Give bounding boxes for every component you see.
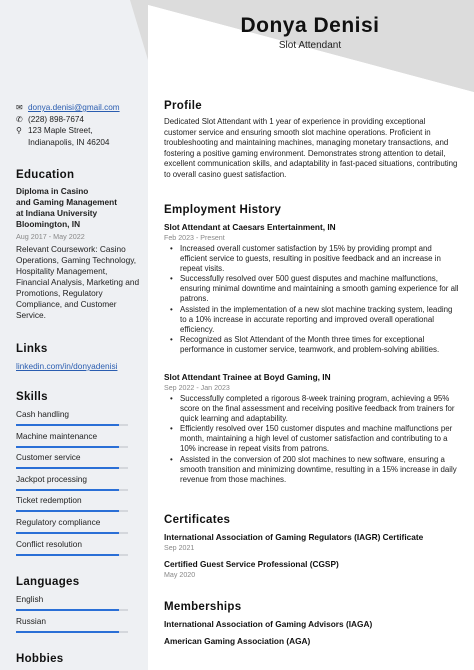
skill-bar [16, 510, 128, 512]
degree-line: and Gaming Management [16, 197, 117, 207]
education-date: Aug 2017 - May 2022 [16, 232, 85, 241]
skill-bar [16, 467, 128, 469]
certificate-name: Certified Guest Service Professional (CGSP) [164, 559, 339, 569]
skill-item [16, 495, 128, 512]
contact-block [16, 102, 144, 148]
job-bullet: • Recognized as Slot Attendant of the Month three times for exceptional performance in customer service, teamwork, and problem-solving abilities. [170, 335, 460, 355]
skill-item [16, 431, 128, 448]
job-date: Sep 2022 - Jan 2023 [164, 384, 230, 392]
contact-phone-row [16, 114, 144, 126]
job-bullet: • Successfully resolved over 500 guest disputes and machine malfunctions, ensuring minimal downtime and maintaining a smooth gaming experience for all patrons. [170, 274, 460, 304]
skills-heading: Skills [16, 391, 48, 403]
linkedin-link[interactable]: linkedin.com/in/donyadenisi [16, 361, 118, 371]
education-entry [16, 186, 142, 321]
language-label: Russian [16, 616, 46, 626]
skill-bar-fill [16, 467, 119, 469]
job-title: Slot Attendant Trainee at Boyd Gaming, IN [164, 372, 331, 382]
languages-heading: Languages [16, 576, 80, 588]
address-text [28, 125, 109, 148]
language-item [16, 616, 128, 633]
language-bar-fill [16, 609, 119, 611]
skill-label: Customer service [16, 452, 81, 462]
skill-bar-fill [16, 424, 119, 426]
sidebar [0, 0, 148, 670]
certificates-heading: Certificates [164, 514, 231, 526]
degree-line: Diploma in Casino [16, 186, 89, 196]
skill-item [16, 452, 128, 469]
job-bullet: • Assisted in the implementation of a new slot machine tracking system, leading to a 10% increase in accurate reporting and improved overall operational efficiency. [170, 305, 460, 335]
skill-bar-fill [16, 489, 119, 491]
certificate-name: International Association of Gaming Regulators (IAGR) Certificate [164, 532, 424, 542]
email-link[interactable]: donya.denisi@gmail.com [28, 103, 120, 112]
job-date: Feb 2023 - Present [164, 234, 225, 242]
phone-icon: ✆ [16, 114, 23, 124]
language-bar [16, 631, 128, 633]
links-heading: Links [16, 343, 48, 355]
degree-line: Bloomington, IN [16, 219, 81, 229]
job-bullet: • Successfully completed a rigorous 8-week training program, achieving a 95% score on the final assessment and receiving positive feedback from trainers for quick learning and adaptability. [170, 394, 460, 424]
skill-bar-fill [16, 510, 119, 512]
employment-heading: Employment History [164, 204, 282, 216]
skill-bar [16, 554, 128, 556]
memberships-heading: Memberships [164, 601, 242, 613]
contact-address-row [16, 125, 144, 148]
skill-item [16, 539, 128, 556]
skill-label: Regulatory compliance [16, 517, 101, 527]
job-bullets [170, 394, 460, 485]
phone-text: (228) 898-7674 [28, 114, 84, 124]
membership-item: American Gaming Association (AGA) [164, 636, 311, 646]
skill-bar [16, 532, 128, 534]
address-line-1: 123 Maple Street, [28, 126, 93, 135]
job-bullet: • Increased overall customer satisfaction by 15% by providing prompt and efficient service to guests, resulting in positive feedback and an increase in repeat visits. [170, 244, 460, 274]
certificate-date: May 2020 [164, 571, 196, 579]
job-bullets [170, 244, 460, 355]
education-heading: Education [16, 169, 75, 181]
job-bullet: • Assisted in the conversion of 200 slot machines to new software, ensuring a smooth transition and minimizing downtime, resulting in a 15% increase in daily revenue from those machines. [170, 455, 460, 485]
address-line-2: Indianapolis, IN 46204 [28, 137, 110, 147]
skill-label: Cash handling [16, 409, 70, 419]
language-bar-fill [16, 631, 119, 633]
candidate-name: Donya Denisi [240, 14, 380, 37]
skill-item [16, 474, 128, 491]
language-label: English [16, 594, 44, 604]
language-bar [16, 609, 128, 611]
skill-label: Machine maintenance [16, 431, 98, 441]
job-bullet: • Efficiently resolved over 150 customer disputes and machine malfunctions per month, maintaining a high level of customer satisfaction and contributing to a 10% increase in repeat visits from patrons. [170, 424, 460, 454]
skill-bar [16, 424, 128, 426]
skill-bar-fill [16, 446, 119, 448]
skill-bar [16, 446, 128, 448]
profile-text: Dedicated Slot Attendant with 1 year of experience in providing exceptional customer service and ensuring smooth slot machine operations. Proficient in troubleshooting and maintaining machines, managing monetary transactions, and fostering a positive gaming environment. Demonstrates strong attention to detail, excellent communication skills, and adaptability in fast-paced situations, contributing to overall casino guest satisfaction. [164, 117, 458, 179]
skill-item [16, 409, 128, 426]
skill-label: Jackpot processing [16, 474, 88, 484]
skill-label: Conflict resolution [16, 539, 82, 549]
skill-item [16, 517, 128, 534]
candidate-title: Slot Attendant [278, 40, 342, 51]
profile-heading: Profile [164, 100, 202, 112]
contact-email-row [16, 102, 144, 114]
skill-label: Ticket redemption [16, 495, 82, 505]
envelope-icon: ✉ [16, 103, 23, 112]
degree-line: at Indiana University [16, 208, 98, 218]
education-degree [16, 186, 142, 230]
job-title: Slot Attendant at Caesars Entertainment, IN [164, 222, 336, 232]
skill-bar-fill [16, 554, 119, 556]
language-item [16, 594, 128, 611]
hobbies-heading: Hobbies [16, 653, 64, 665]
skill-bar [16, 489, 128, 491]
certificate-date: Sep 2021 [164, 544, 195, 552]
skill-bar-fill [16, 532, 119, 534]
education-coursework: Relevant Coursework: Casino Operations, Gaming Technology, Hospitality Management, Financial Analysis, Marketing and Promotions, Regulatory Compliance, and Customer Service. [16, 244, 140, 320]
membership-item: International Association of Gaming Advisors (IAGA) [164, 619, 373, 629]
location-pin-icon: ⚲ [16, 126, 22, 135]
